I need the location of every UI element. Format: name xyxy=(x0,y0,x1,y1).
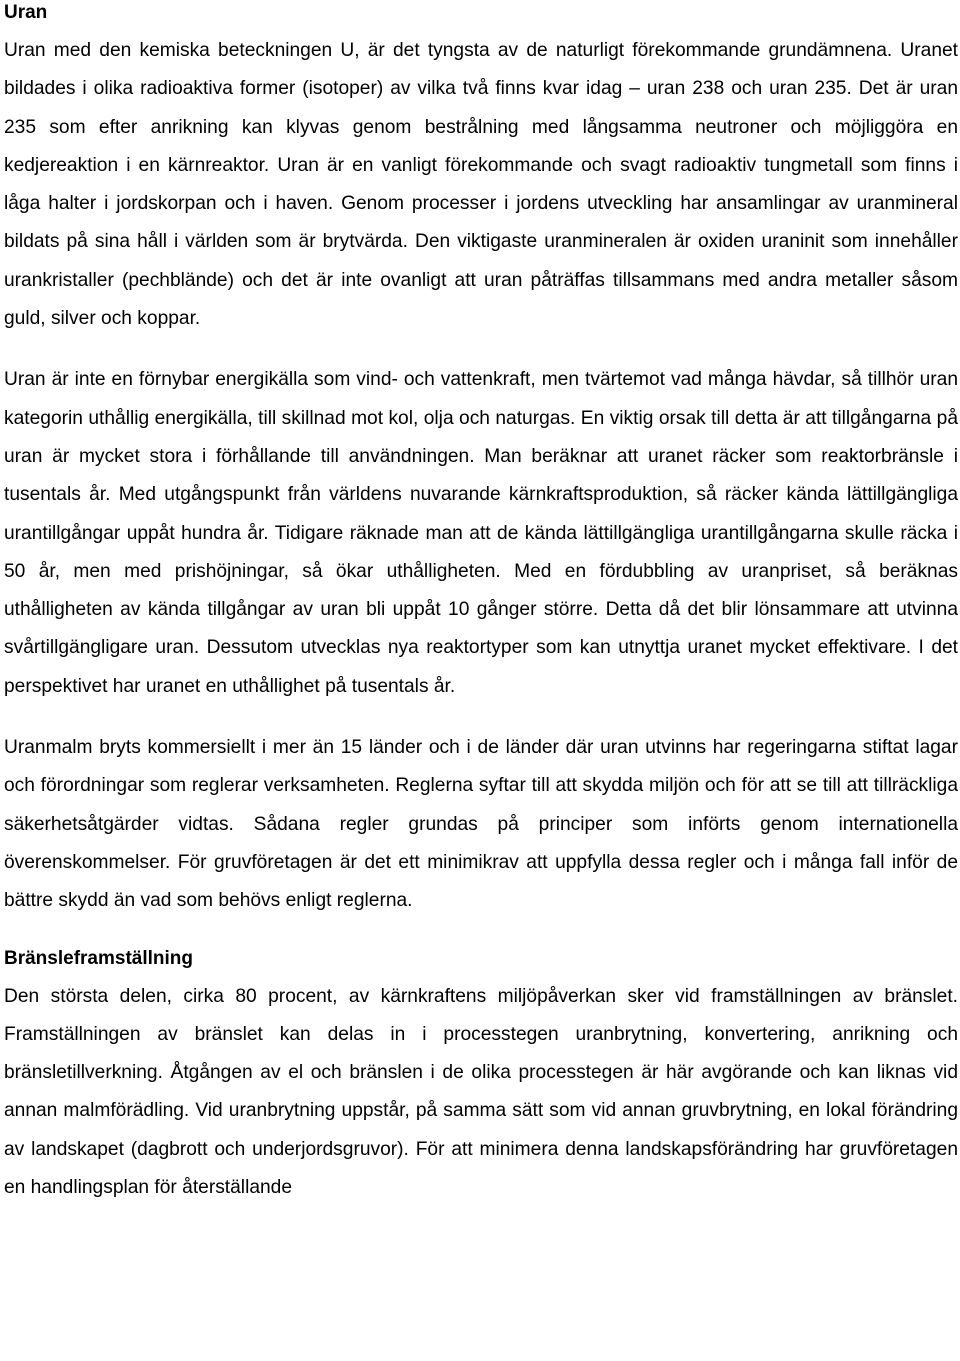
section-heading-fuel-production: Bränsleframställning xyxy=(4,947,193,969)
document-title: Uran xyxy=(4,2,48,23)
paragraph-fuel-production: Den största delen, cirka 80 procent, av kärnkraftens miljöpåverkan sker vid framställningen av bränslet. Framställningen av bränslet kan delas in i processtegen uranbrytning, konvertering, anrikning och bränsletillverkning. Åtgången av el och bränslen i de olika processtegen är här avgörande och kan liknas vid annan malmförädling. Vid uranbrytning uppstår, på samma sätt som vid annan gruvbrytning, en lokal förändring av landskapet (dagbrott och underjordsgruvor). För att minimera denna landskapsförändring har gruvföretagen en handlingsplan för återställande xyxy=(4,985,958,1199)
paragraph-mining-regulation: Uranmalm bryts kommersiellt i mer än 15 länder och i de länder där uran utvinns har regeringarna stiftat lagar och förordningar som reglerar verksamheten. Reglerna syftar till att skydda miljön och för att se till att tillräckliga säkerhetsåtgärder vidtas. Sådana regler grundas på principer som införts genom internationella överenskommelser. För gruvföretagen är det ett minimikrav att uppfylla dessa regler och i många fall inför de bättre skydd än vad som behövs enligt reglerna. xyxy=(4,737,958,912)
paragraph-intro: Uran med den kemiska beteckningen U, är det tyngsta av de naturligt förekommande grundämnena. Uranet bildades i olika radioaktiva former (isotoper) av vilka två finns kvar idag – uran 238 och uran 235. Det är uran 235 som efter anrikning kan klyvas genom bestrålning med långsamma neutroner och möjliggöra en kedjereaktion i en kärnreaktor. Uran är en vanligt förekommande och svagt radioaktiv tungmetall som finns i låga halter i jordskorpan och i haven. Genom processer i jordens utveckling har ansamlingar av uranmineral bildats på sina håll i världen som är brytvärda. Den viktigaste uranmineralen är oxiden uraninit som innehåller urankristaller (pechblände) och det är inte ovanligt att uran påträffas tillsammans med andra metaller såsom guld, silver och koppar. xyxy=(4,40,958,330)
paragraph-sustainability: Uran är inte en förnybar energikälla som vind- och vattenkraft, men tvärtemot vad många hävdar, så tillhör uran kategorin uthållig energikälla, till skillnad mot kol, olja och naturgas. En viktig orsak till detta är att tillgångarna på uran är mycket stora i förhållande till användningen. Man beräknar att uranet räcker som reaktorbränsle i tusentals år. Med utgångspunkt från världens nuvarande kärnkraftsproduktion, så räcker kända lättillgängliga urantillgångar uppåt hundra år. Tidigare räknade man att de kända lättillgängliga urantillgångarna skulle räcka i 50 år, men med prishöjningar, så ökar uthålligheten. Med en fördubbling av uranpriset, så beräknas uthålligheten av kända tillgångar av uran bli uppåt 10 gånger större. Detta då det blir lönsammare att utvinna svårtillgängligare uran. Dessutom utvecklas nya reaktortyper som kan utnyttja uranet mycket effektivare. I det perspektivet har uranet en uthållighet på tusentals år. xyxy=(4,369,958,697)
